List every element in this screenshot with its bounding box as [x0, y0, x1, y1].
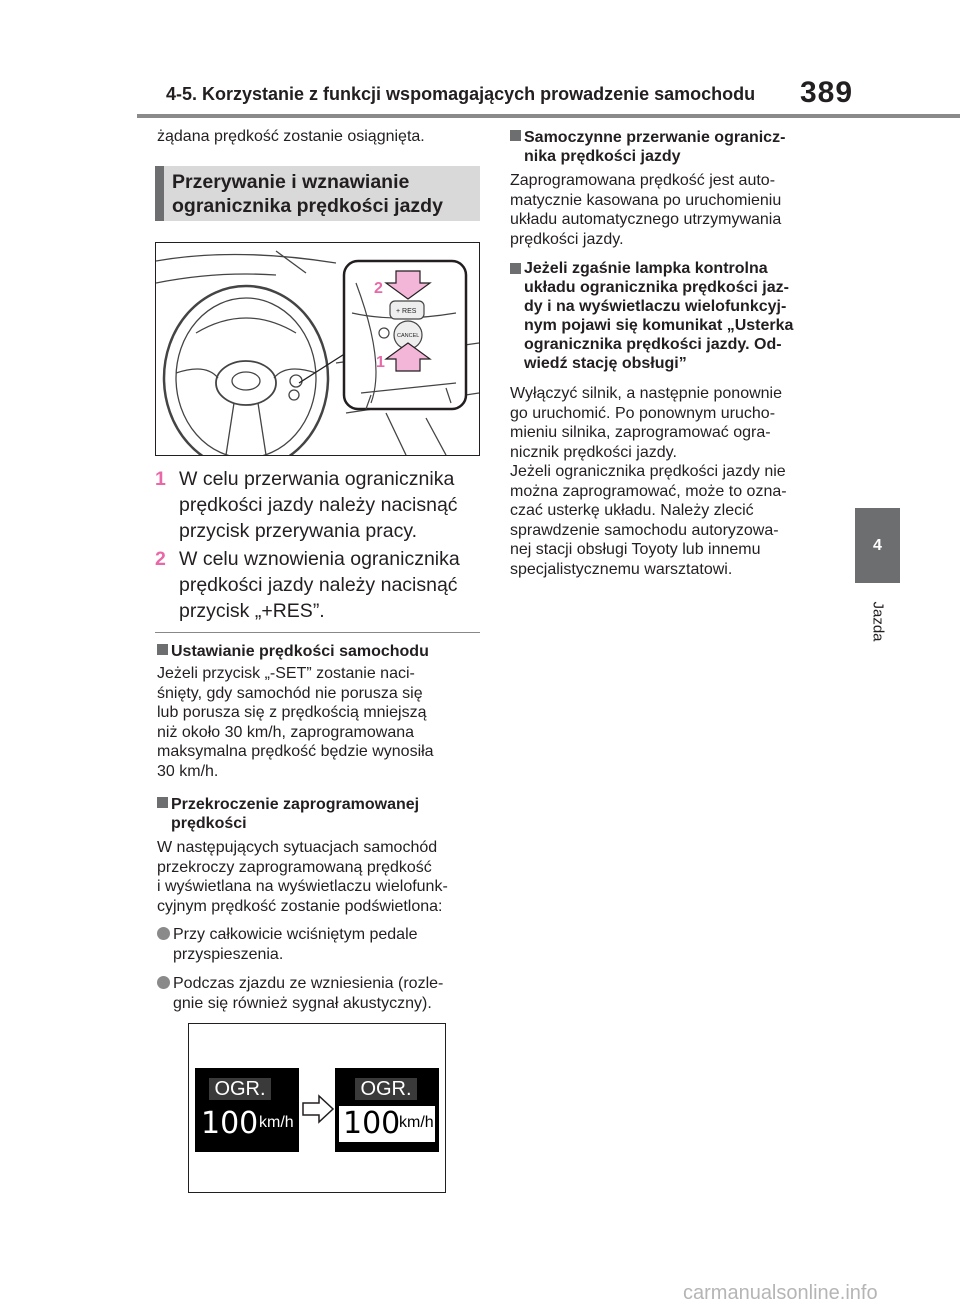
setting-speed-body: Jeżeli przycisk „-SET” zostanie naci- śnięty, gdy samochód nie porusza się lub porusza się z prędkością mniejszą niż około 30 km/h, zaprogramowana maksymalna prędkość będzie wynosiła 30 km/h.: [157, 665, 434, 780]
round-bullet-icon: [157, 927, 170, 940]
subheading-auto-cancel: [510, 128, 840, 166]
step-2: [155, 546, 495, 626]
res-button-label: + RES: [396, 308, 417, 315]
display-normal-label: OGR.: [209, 1078, 271, 1100]
step-1-number: 1: [155, 468, 166, 490]
bullet-item-1-text: Przy całkowicie wciśniętym pedale przyspieszenia.: [173, 926, 418, 963]
cancel-button-label: CANCEL: [397, 333, 420, 339]
display-normal-unit: km/h: [259, 1114, 294, 1131]
chapter-label-text: Jazda: [869, 601, 887, 642]
subheading-setting-speed: [157, 642, 487, 661]
steering-wheel-figure: [155, 242, 480, 456]
exceeding-speed-body: W następujących sytuacjach samochód przekroczy zaprogramowaną prędkość i wyświetlana na wyświetlaczu wielofunk- cyjnym prędkość zostanie podświetlona:: [157, 839, 448, 915]
header-rule: [137, 114, 960, 118]
square-bullet-icon: [510, 130, 521, 141]
step-2-text: W celu wznowienia ogranicznika prędkości jazdy należy nacisnąć przycisk „+RES”.: [179, 548, 460, 622]
square-bullet-icon: [510, 263, 521, 274]
speed-display-figure: [188, 1023, 446, 1193]
section-heading-line2: ogranicznika prędkości jazdy: [172, 195, 443, 217]
chapter-tab[interactable]: 4: [855, 508, 900, 583]
bullet-item-1: [157, 925, 487, 963]
header-title: 4-5. Korzystanie z funkcji wspomagających prowadzenie samochodu: [166, 84, 756, 104]
display-normal: [195, 1068, 299, 1152]
section-heading: [155, 166, 480, 221]
subheading-exceeding-speed: [157, 795, 487, 833]
display-highlighted-unit: km/h: [399, 1114, 434, 1131]
divider: [155, 632, 480, 633]
subheading-auto-cancel-line1: Samoczynne przerwanie ogranicz-: [524, 129, 786, 146]
subheading-setting-speed-text: Ustawianie prędkości samochodu: [171, 643, 429, 660]
display-highlighted-label: OGR.: [355, 1078, 417, 1100]
callout-2: 2: [374, 280, 383, 297]
subheading-warning-light-text: Jeżeli zgaśnie lampka kontrolna układu ogranicznika prędkości jaz- dy i na wyświetlaczu wielofunkcyj- nym pojawi się komunikat „Usterka ogranicznika prędkości jazdy. Od- wiedź stację obsługi”: [524, 260, 794, 372]
step-1: [155, 466, 495, 546]
chapter-label: [868, 593, 888, 653]
square-bullet-icon: [157, 797, 168, 808]
watermark: carmanualsonline.info: [683, 1282, 878, 1304]
steering-wheel-illustration: [156, 243, 479, 455]
display-normal-value: 100: [201, 1106, 259, 1141]
step-1-text: W celu przerwania ogranicznika prędkości jazdy należy nacisnąć przycisk przerywania pracy.: [179, 468, 458, 542]
arrow-right-icon: [301, 1094, 335, 1124]
section-heading-line1: Przerywanie i wznawianie: [172, 171, 410, 193]
bullet-item-2-text: Podczas zjazdu ze wzniesienia (rozle- gnie się również sygnał akustyczny).: [173, 975, 444, 1012]
display-highlighted: [335, 1068, 439, 1152]
auto-cancel-body: Zaprogramowana prędkość jest auto- matycznie kasowana po uruchomieniu układu automatycznego utrzymywania prędkości jazdy.: [510, 172, 782, 248]
bullet-item-2: [157, 974, 487, 1012]
subheading-auto-cancel-line2: nika prędkości jazdy: [524, 148, 681, 165]
round-bullet-icon: [157, 976, 170, 989]
warning-light-body: Wyłączyć silnik, a następnie ponownie go uruchomić. Po ponownym urucho- mieniu silnika, zaprogramować ogra- nicznik prędkości jazdy. Jeżeli ogranicznika prędkości jazdy nie można zaprogramować, może to ozna- czać usterkę układu. Należy zlecić sprawdzenie samochodu autoryzowa- nej stacji obsługi Toyoty lub innemu specjalistycznemu warsztatowi.: [510, 385, 787, 578]
subheading-exceeding-line2: prędkości: [171, 815, 247, 832]
square-bullet-icon: [157, 644, 168, 655]
page-number: 389: [800, 76, 854, 109]
intro-text: żądana prędkość zostanie osiągnięta.: [157, 128, 425, 145]
step-2-number: 2: [155, 548, 166, 570]
subheading-exceeding-line1: Przekroczenie zaprogramowanej: [171, 796, 420, 813]
callout-1: 1: [376, 354, 385, 371]
display-highlighted-value: 100: [343, 1106, 401, 1141]
